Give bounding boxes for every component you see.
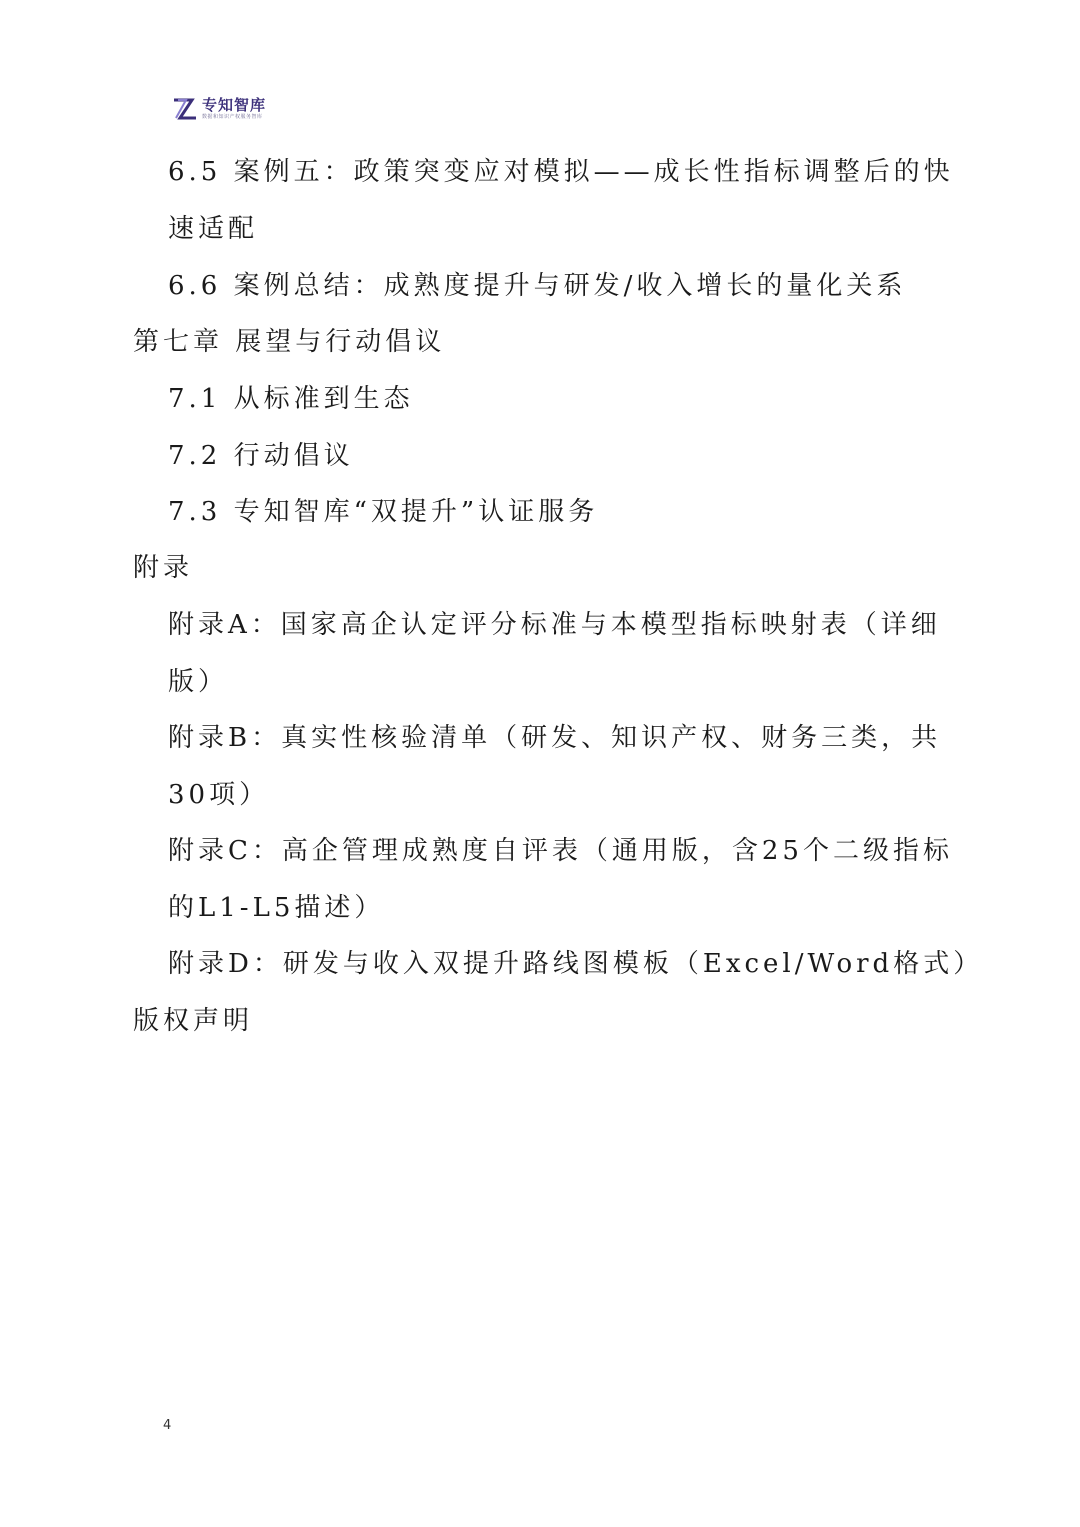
toc-entry-6-5: 6.5 案例五：政策突变应对模拟——成长性指标调整后的快 (168, 157, 954, 187)
toc-appendix-a-cont: 版） (168, 667, 229, 697)
toc-appendix-c: 附录C：高企管理成熟度自评表（通用版，含25个二级指标 (168, 836, 953, 866)
zhuanzhi-logo-icon (172, 96, 198, 122)
toc-entry-6-6: 6.6 案例总结：成熟度提升与研发/收入增长的量化关系 (168, 271, 907, 301)
toc-appendix-c-cont: 的L1-L5描述） (168, 893, 385, 923)
toc-appendix-b-cont: 30项） (168, 780, 270, 810)
toc-entry-7-1: 7.1 从标准到生态 (168, 384, 414, 414)
toc-copyright: 版权声明 (133, 1006, 254, 1036)
brand-logo (172, 96, 266, 122)
toc-appendix-a: 附录A：国家高企认定评分标准与本模型指标映射表（详细 (168, 610, 941, 640)
logo-tagline: 数据和知识产权服务智库 (202, 114, 263, 120)
toc-appendix-d: 附录D：研发与收入双提升路线图模板（Excel/Word格式） (168, 949, 984, 979)
toc-entry-6-5-cont: 速适配 (168, 214, 259, 244)
logo-name: 专知智库 (202, 96, 267, 114)
page-number: 4 (163, 1418, 172, 1433)
toc-entry-7-3: 7.3 专知智库“双提升”认证服务 (168, 497, 599, 527)
toc-entry-7-2: 7.2 行动倡议 (168, 441, 354, 471)
logo-text (202, 98, 266, 120)
toc-appendix: 附录 (133, 553, 194, 583)
toc-appendix-b: 附录B：真实性核验清单（研发、知识产权、财务三类，共 (168, 723, 942, 753)
toc-chapter-7: 第七章 展望与行动倡议 (133, 327, 446, 357)
